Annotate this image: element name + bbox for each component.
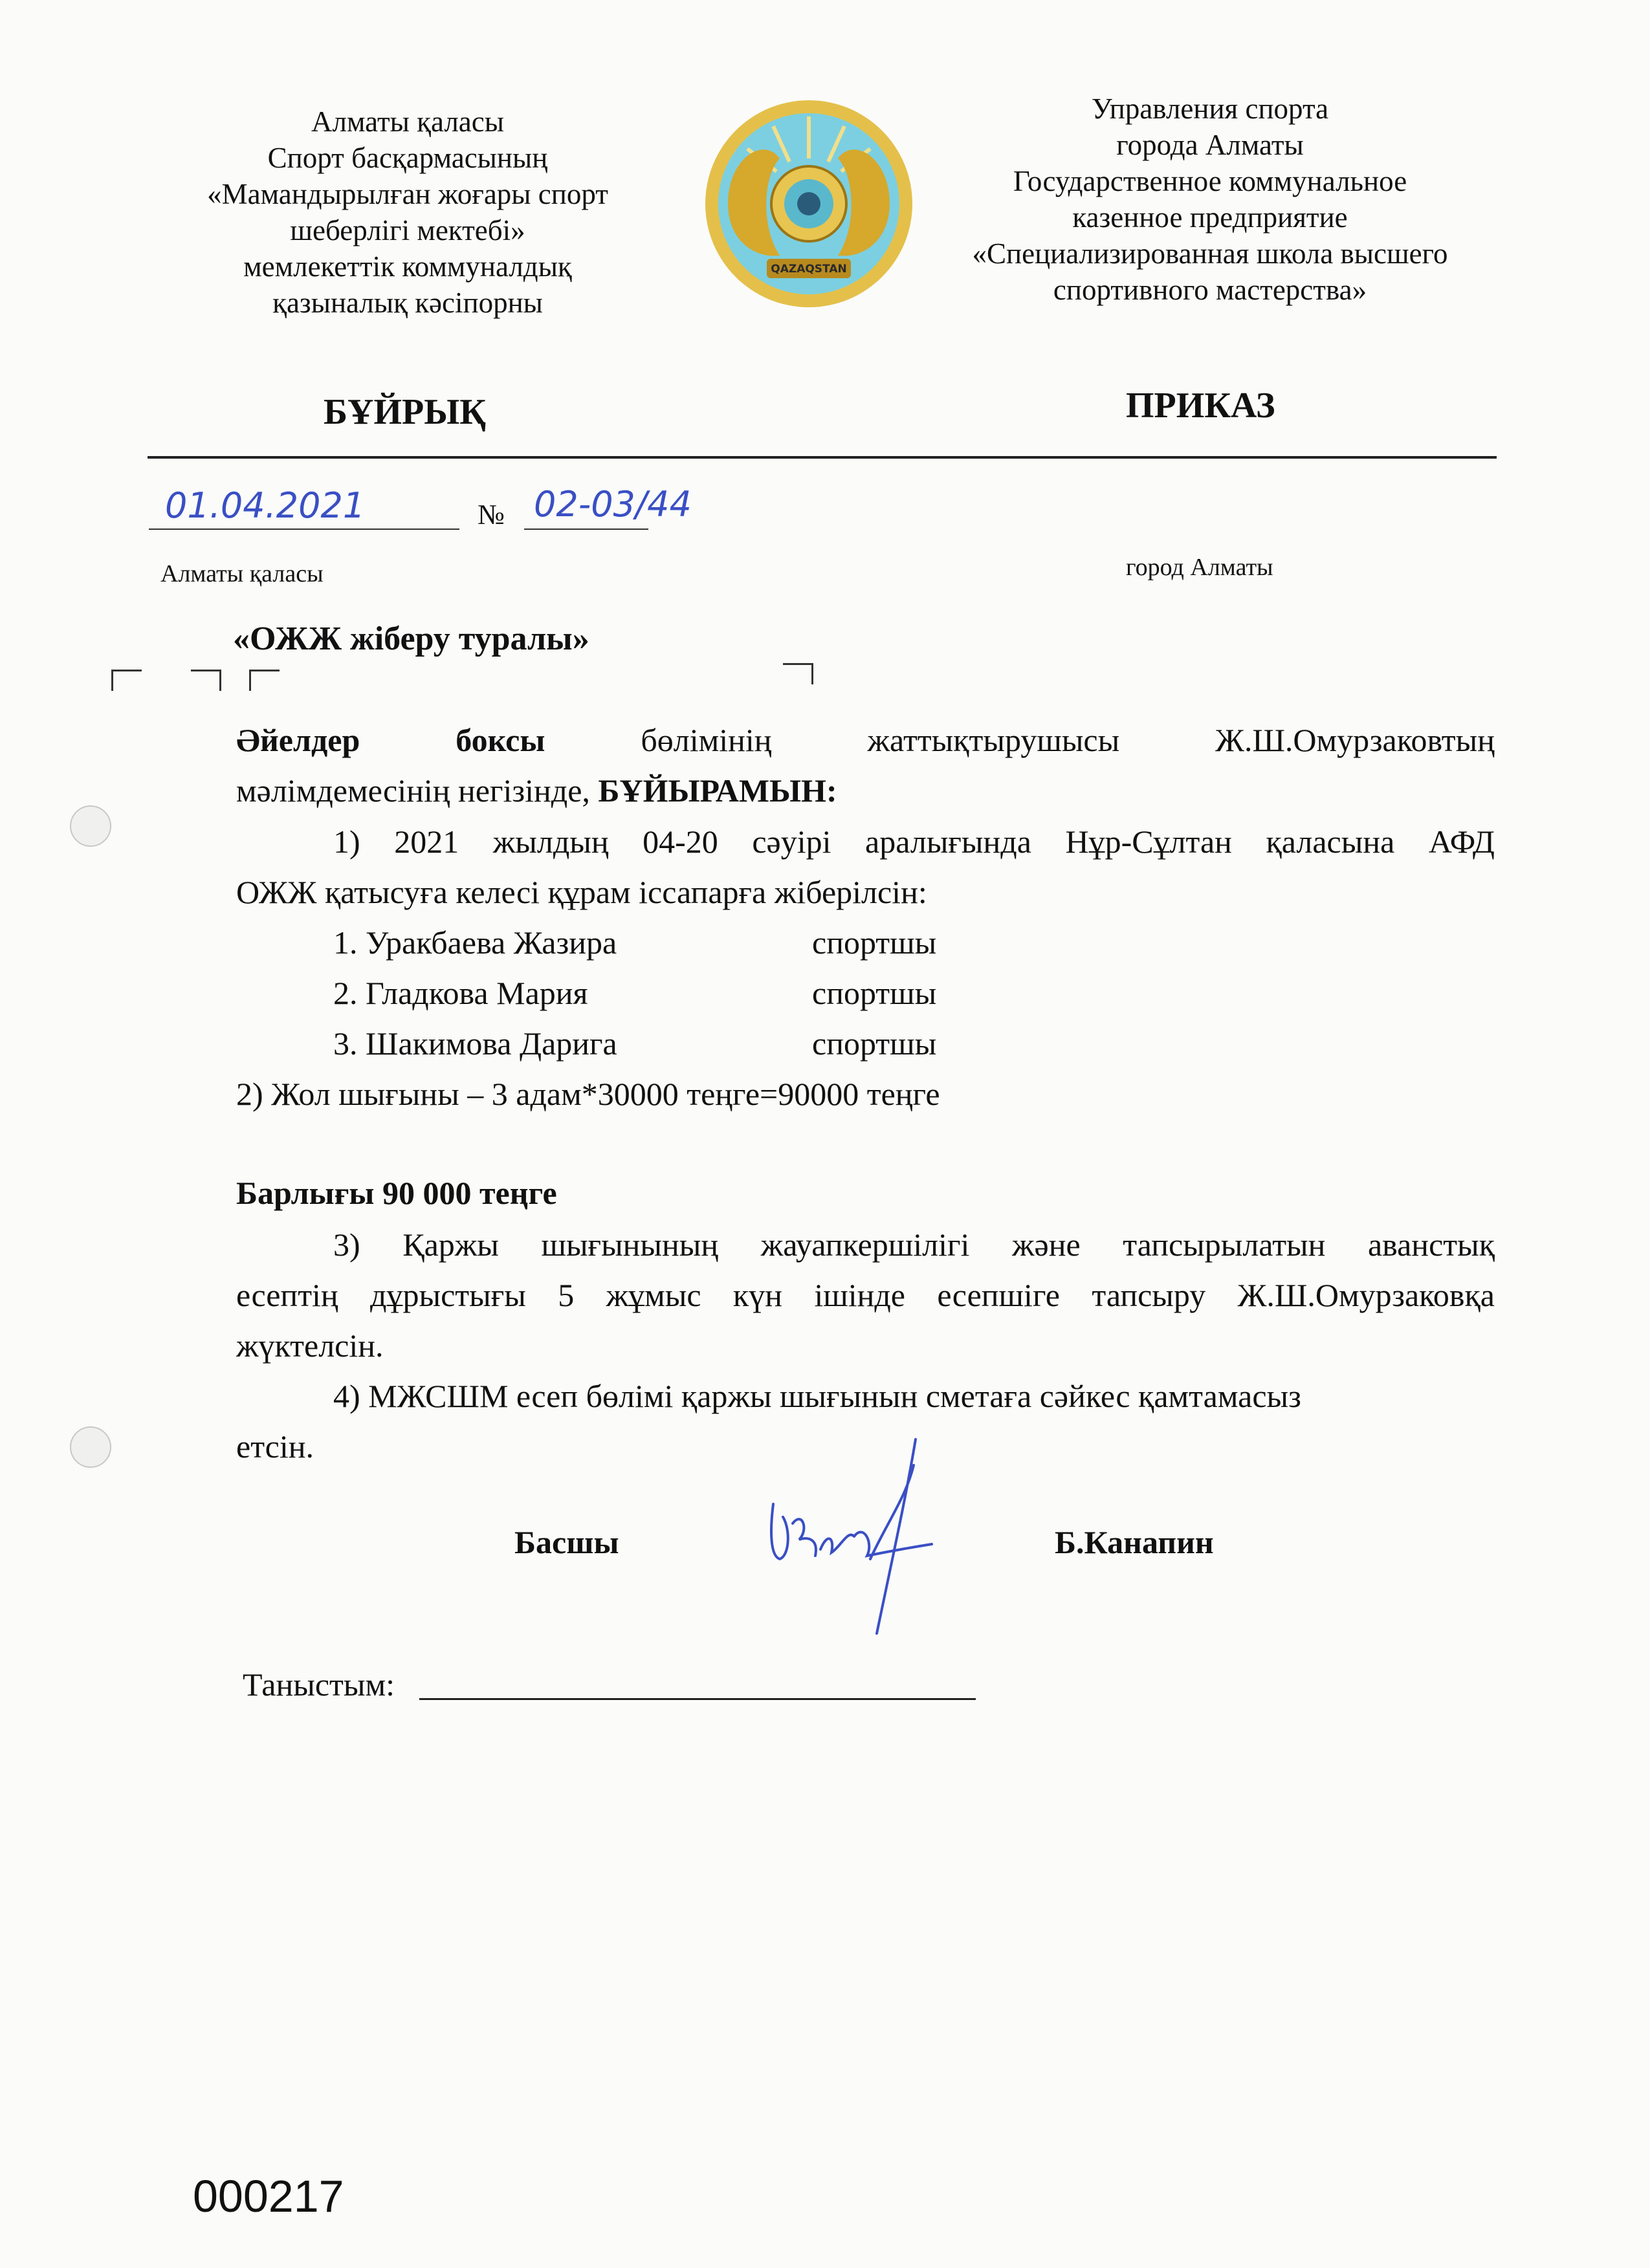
corner-mark [783,663,813,684]
signature-name: Б.Канапин [1055,1524,1214,1560]
header-right-line: города Алматы [1116,129,1304,161]
state-emblem [702,97,916,311]
header-left-block [162,104,654,321]
participant-3-name: 3. Шакимова Дарига [333,1025,617,1062]
header-right-line: «Специализированная школа высшего [972,237,1448,270]
p3-line-2: есептің дұрыстығы 5 жұмыс күн ішінде есепшіге тапсыру Ж.Ш.Омурзаковқа [236,1277,1495,1313]
handwritten-signature [744,1426,951,1640]
header-left-line: Алматы қаласы [311,105,504,138]
signature-position: Басшы [514,1524,619,1560]
place-ru: город Алматы [1126,554,1273,581]
intro-line-1 [236,715,1495,765]
title-kz: БҰЙРЫҚ [324,392,486,432]
date-underline [149,529,459,530]
corner-mark [111,670,142,691]
header-left-line: мемлекеттік коммуналдық [243,250,572,283]
p3-line-1: 3) Қаржы шығынының жауапкершілігі және тапсырылатын аванстық [333,1227,1495,1263]
emblem-text: QAZAQSTAN [771,263,847,276]
punch-hole [70,805,111,847]
p1-line-1: 1) 2021 жылдың 04-20 сәуірі аралығында Нұр-Сұлтан қаласына АФД [333,823,1495,860]
intro-rest: бөлімінің жаттықтырушысы Ж.Ш.Омурзаковтың [641,722,1495,758]
place-kz: Алматы қаласы [160,560,324,587]
p3-line-3: жүктелсін. [236,1327,384,1364]
corner-mark [191,670,221,691]
p4-line-1: 4) МЖСШМ есеп бөлімі қаржы шығынын сметаға сәйкес қамтамасыз [333,1378,1301,1414]
p1-line-2: ОЖЖ қатысуға келесі құрам іссапарға жіберілсін: [236,874,927,910]
p4-line-2: етсін. [236,1428,314,1465]
number-sign: № [478,499,505,530]
intro-text: мәлімдемесінің негізінде, [236,772,590,809]
participant-2-role: спортшы [812,975,937,1011]
intro-bold: Әйелдер боксы [236,722,545,758]
header-right-line: казенное предприятие [1072,201,1348,234]
title-ru: ПРИКАЗ [1126,386,1275,426]
punch-hole [70,1426,111,1468]
acquainted-line [419,1698,976,1700]
participant-1-name: 1. Уракбаева Жазира [333,924,617,961]
order-date: 01.04.2021 [165,485,366,526]
decree-word: БҰЙЫРАМЫН: [598,772,837,809]
header-left-line: «Мамандырылған жоғары спорт [207,178,608,210]
order-subject: «ОЖЖ жіберу туралы» [233,620,589,657]
header-divider [148,456,1497,459]
footer-number: 000217 [193,2171,344,2221]
header-left-line: Спорт басқармасының [267,142,548,174]
header-left-line: шеберлігі мектебі» [290,214,525,246]
p2-travel-costs: 2) Жол шығыны – 3 адам*30000 теңге=90000 теңге [236,1076,940,1112]
header-right-line: Государственное коммунальное [1013,165,1407,197]
header-right-line: спортивного мастерства» [1053,274,1367,306]
participant-1-role: спортшы [812,924,937,961]
intro-line-2 [236,765,1495,816]
header-right-block [925,91,1495,308]
order-number: 02-03/44 [534,484,692,525]
acquainted-label: Таныстым: [243,1666,395,1703]
participant-2-name: 2. Гладкова Мария [333,975,588,1011]
header-right-line: Управления спорта [1091,93,1329,125]
total-amount: Барлығы 90 000 теңге [236,1175,557,1211]
number-underline [524,529,648,530]
corner-mark [249,670,280,691]
header-left-line: қазыналық кәсіпорны [272,287,543,319]
participant-3-role: спортшы [812,1025,937,1062]
